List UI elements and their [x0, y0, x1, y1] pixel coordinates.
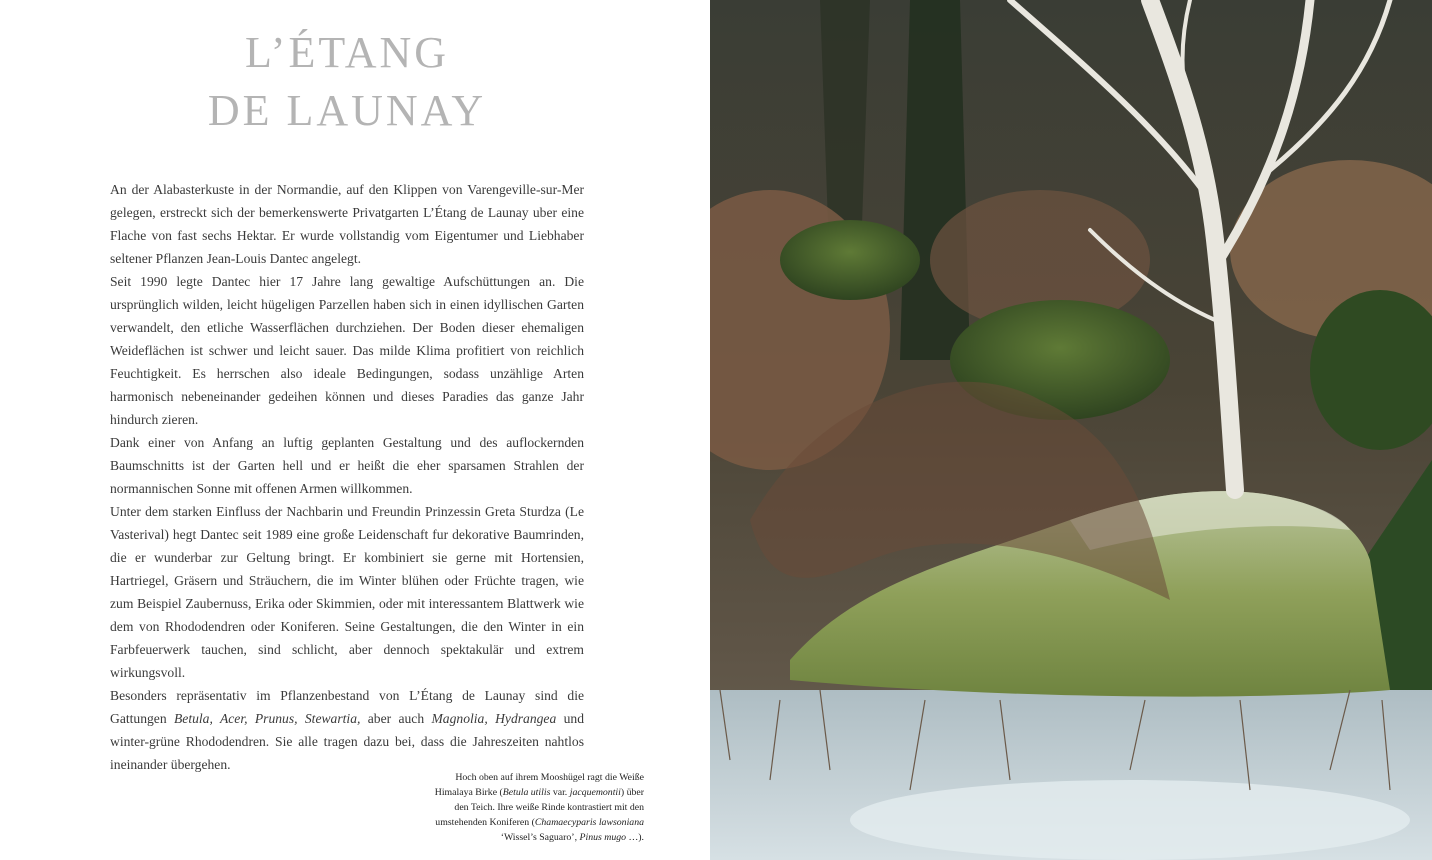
paragraph-3: Dank einer von Anfang an luftig geplanten Gestaltung und des auflockernden Baumschnitts ist der Garten hell und er heißt die eher sparsamen Strahlen der normannischen Sonne mit offenen Armen willkommen. [110, 435, 584, 496]
conifer-clump [780, 220, 920, 300]
genera-list-2: Magnolia, Hydrangea [431, 711, 557, 726]
caption-part-4: …). [626, 832, 644, 843]
paragraph-5 [110, 684, 584, 776]
page-title [110, 24, 584, 140]
paragraph-2: Seit 1990 legte Dantec hier 17 Jahre lang gewaltige Aufschüttungen an. Die ursprünglich wilden, leicht hügeligen Parzellen haben sich in einen idyllischen Garten verwandelt, den etliche Wasserflächen durchziehen. Der Boden dieser ehemaligen Weideflächen ist schwer und leicht sauer. Das milde Klima profitiert von reichlich Feuchtigkeit. Es herrschen also ideale Bedingungen, sodass unzählige Arten harmonisch nebeneinander gedeihen können und dieses Paradies das ganze Jahr hindurch zieren. [110, 274, 584, 427]
caption-species-2: Chamaecyparis lawsoniana [534, 817, 644, 828]
caption-part-1: Hoch oben auf ihrem Mooshügel ragt die Weiße Himalaya Birke ( [434, 772, 644, 798]
garden-photo [710, 0, 1432, 860]
paragraph-1: An der Alabasterkuste in der Normandie, auf den Klippen von Varengeville-sur-Mer gelegen, erstreckt sich der bemerkenswerte Privatgarten L’Étang de Launay uber eine Flache von fast sechs Hektar. Er wurde vollstandig vom Eigentumer und Liebhaber seltener Pflanzen Jean-Louis Dantec angelegt. [110, 182, 584, 266]
paragraph-5-suffix: und winter-grüne Rhododendren. Sie alle tragen dazu bei, dass die Jahreszeiten nahtlos ineinander übergehen. [110, 711, 584, 772]
title-line-2: DE LAUNAY [207, 86, 487, 135]
body-text [110, 178, 584, 776]
title-line-1: L’ÉTANG [244, 28, 450, 77]
genera-list-1: Betula, Acer, Prunus, Stewartia, [173, 711, 361, 726]
caption-part-2: ) über den Teich. Ihre weiße Rinde kontrastiert mit den umstehenden Koniferen ( [435, 787, 644, 828]
paragraph-5-prefix: Besonders repräsentativ im Pflanzenbestand von L’Étang de Launay sind die Gattungen [110, 688, 584, 726]
paragraph-5-mid: aber auch [360, 711, 432, 726]
left-page [0, 0, 710, 860]
caption-species-1: Betula utilis [502, 787, 551, 798]
winter-pond-illustration [710, 0, 1432, 860]
caption-part-3: ‘Wissel’s Saguaro’, [500, 832, 580, 843]
caption-species-1b: jacquemontii [569, 787, 621, 798]
caption-species-3: Pinus mugo [579, 832, 627, 843]
photo-caption [420, 770, 644, 845]
paragraph-4: Unter dem starken Einfluss der Nachbarin und Freundin Prinzessin Greta Sturdza (Le Vasterival) hegt Dantec seit 1989 eine große Leidenschaft fur dekorative Baumrinden, die er wunderbar zur Geltung bringt. Er kombiniert sie gerne mit Hortensien, Hartriegel, Gräsern und Sträuchern, die im Winter blühen oder Früchte tragen, wie zum Beispiel Zaubernuss, Erika oder Skimmien, oder mit interessantem Blattwerk wie dem von Rhododendren oder Koniferen. Seine Gestaltungen, die den Winter in ein Farbfeuerwerk tauchen, sind schlicht, aber dennoch spektakulär und extrem wirkungsvoll. [110, 504, 584, 680]
caption-part-1b: var. [550, 787, 570, 798]
